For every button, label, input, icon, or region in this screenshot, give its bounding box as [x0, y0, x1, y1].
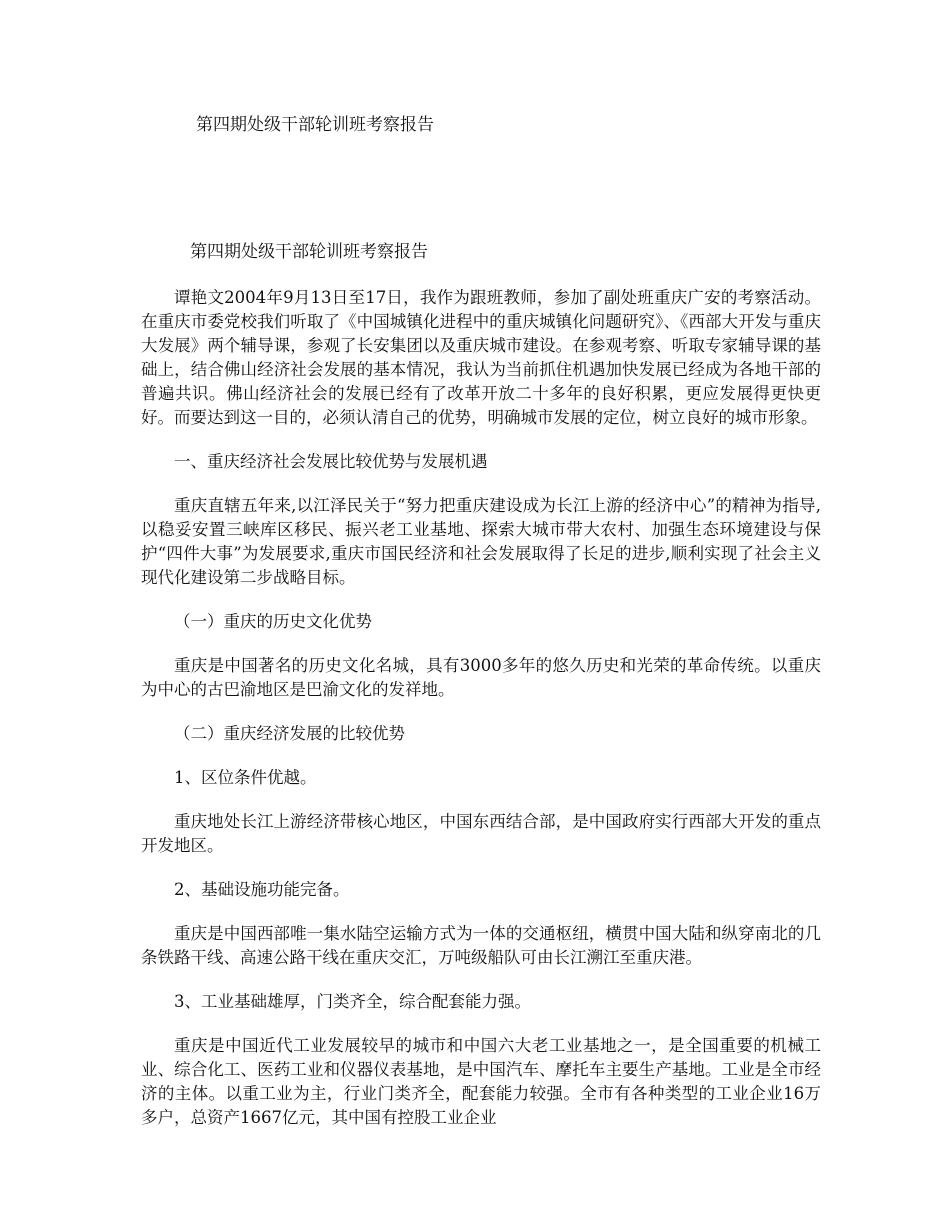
- section-heading-1: 一、重庆经济社会发展比较优势与发展机遇: [174, 452, 488, 471]
- item-heading-industry: 3、工业基础雄厚，门类齐全，综合配套能力强。: [174, 992, 531, 1011]
- document-body: [141, 240, 821, 1150]
- paragraph-industry: 重庆是中国近代工业发展较早的城市和中国六大老工业基地之一，是全国重要的机械工业、综合化工、医药工业和仪器仪表基地，是中国汽车、摩托车主要生产基地。工业是全市经济的主体。以重工业为主，行业门类齐全，配套能力较强。全市有各种类型的工业企业16万多户，总资产1667亿元，其中国有控股工业企业: [141, 1036, 821, 1127]
- item-heading-infrastructure: 2、基础设施功能完备。: [174, 880, 350, 899]
- paragraph-history: 重庆是中国著名的历史文化名城，具有3000多年的悠久历史和光荣的革命传统。以重庆为中心的古巴渝地区是巴渝文化的发祥地。: [141, 656, 821, 699]
- paragraph-intro: 谭艳文2004年9月13日至17日，我作为跟班教师，参加了副处班重庆广安的考察活动。在重庆市委党校我们听取了《中国城镇化进程中的重庆城镇化问题研究》、《西部大开发与重庆大发展》两个辅导课，参观了长安集团以及重庆城市建设。在参观考察、听取专家辅导课的基础上，结合佛山经济社会发展的基本情况，我认为当前抓住机遇加快发展已经成为各地干部的普遍共识。佛山经济社会的发展已经有了改革开放二十多年的良好积累，更应发展得更快更好。而要达到这一目的，必须认清自己的优势，明确城市发展的定位，树立良好的城市形象。: [141, 288, 821, 427]
- paragraph-location: 重庆地处长江上游经济带核心地区，中国东西结合部，是中国政府实行西部大开发的重点开发地区。: [141, 812, 821, 855]
- item-heading-location: 1、区位条件优越。: [174, 768, 317, 787]
- subsection-heading-economy: （二）重庆经济发展的比较优势: [174, 724, 405, 743]
- subsection-heading-history: （一）重庆的历史文化优势: [174, 612, 372, 631]
- paragraph-infrastructure: 重庆是中国西部唯一集水陆空运输方式为一体的交通枢纽，横贯中国大陆和纵穿南北的几条铁路干线、高速公路干线在重庆交汇，万吨级船队可由长江溯江至重庆港。: [141, 924, 821, 967]
- paragraph-municipality: 重庆直辖五年来,以江泽民关于“努力把重庆建设成为长江上游的经济中心”的精神为指导,以稳妥安置三峡库区移民、振兴老工业基地、探索大城市带大农村、加强生态环境建设与保护“四件大事”为发展要求,重庆市国民经济和社会发展取得了长足的进步,顺利实现了社会主义现代化建设第二步战略目标。: [141, 496, 821, 587]
- header-title: 第四期处级干部轮训班考察报告: [196, 115, 434, 135]
- document-title: 第四期处级干部轮训班考察报告: [190, 242, 428, 262]
